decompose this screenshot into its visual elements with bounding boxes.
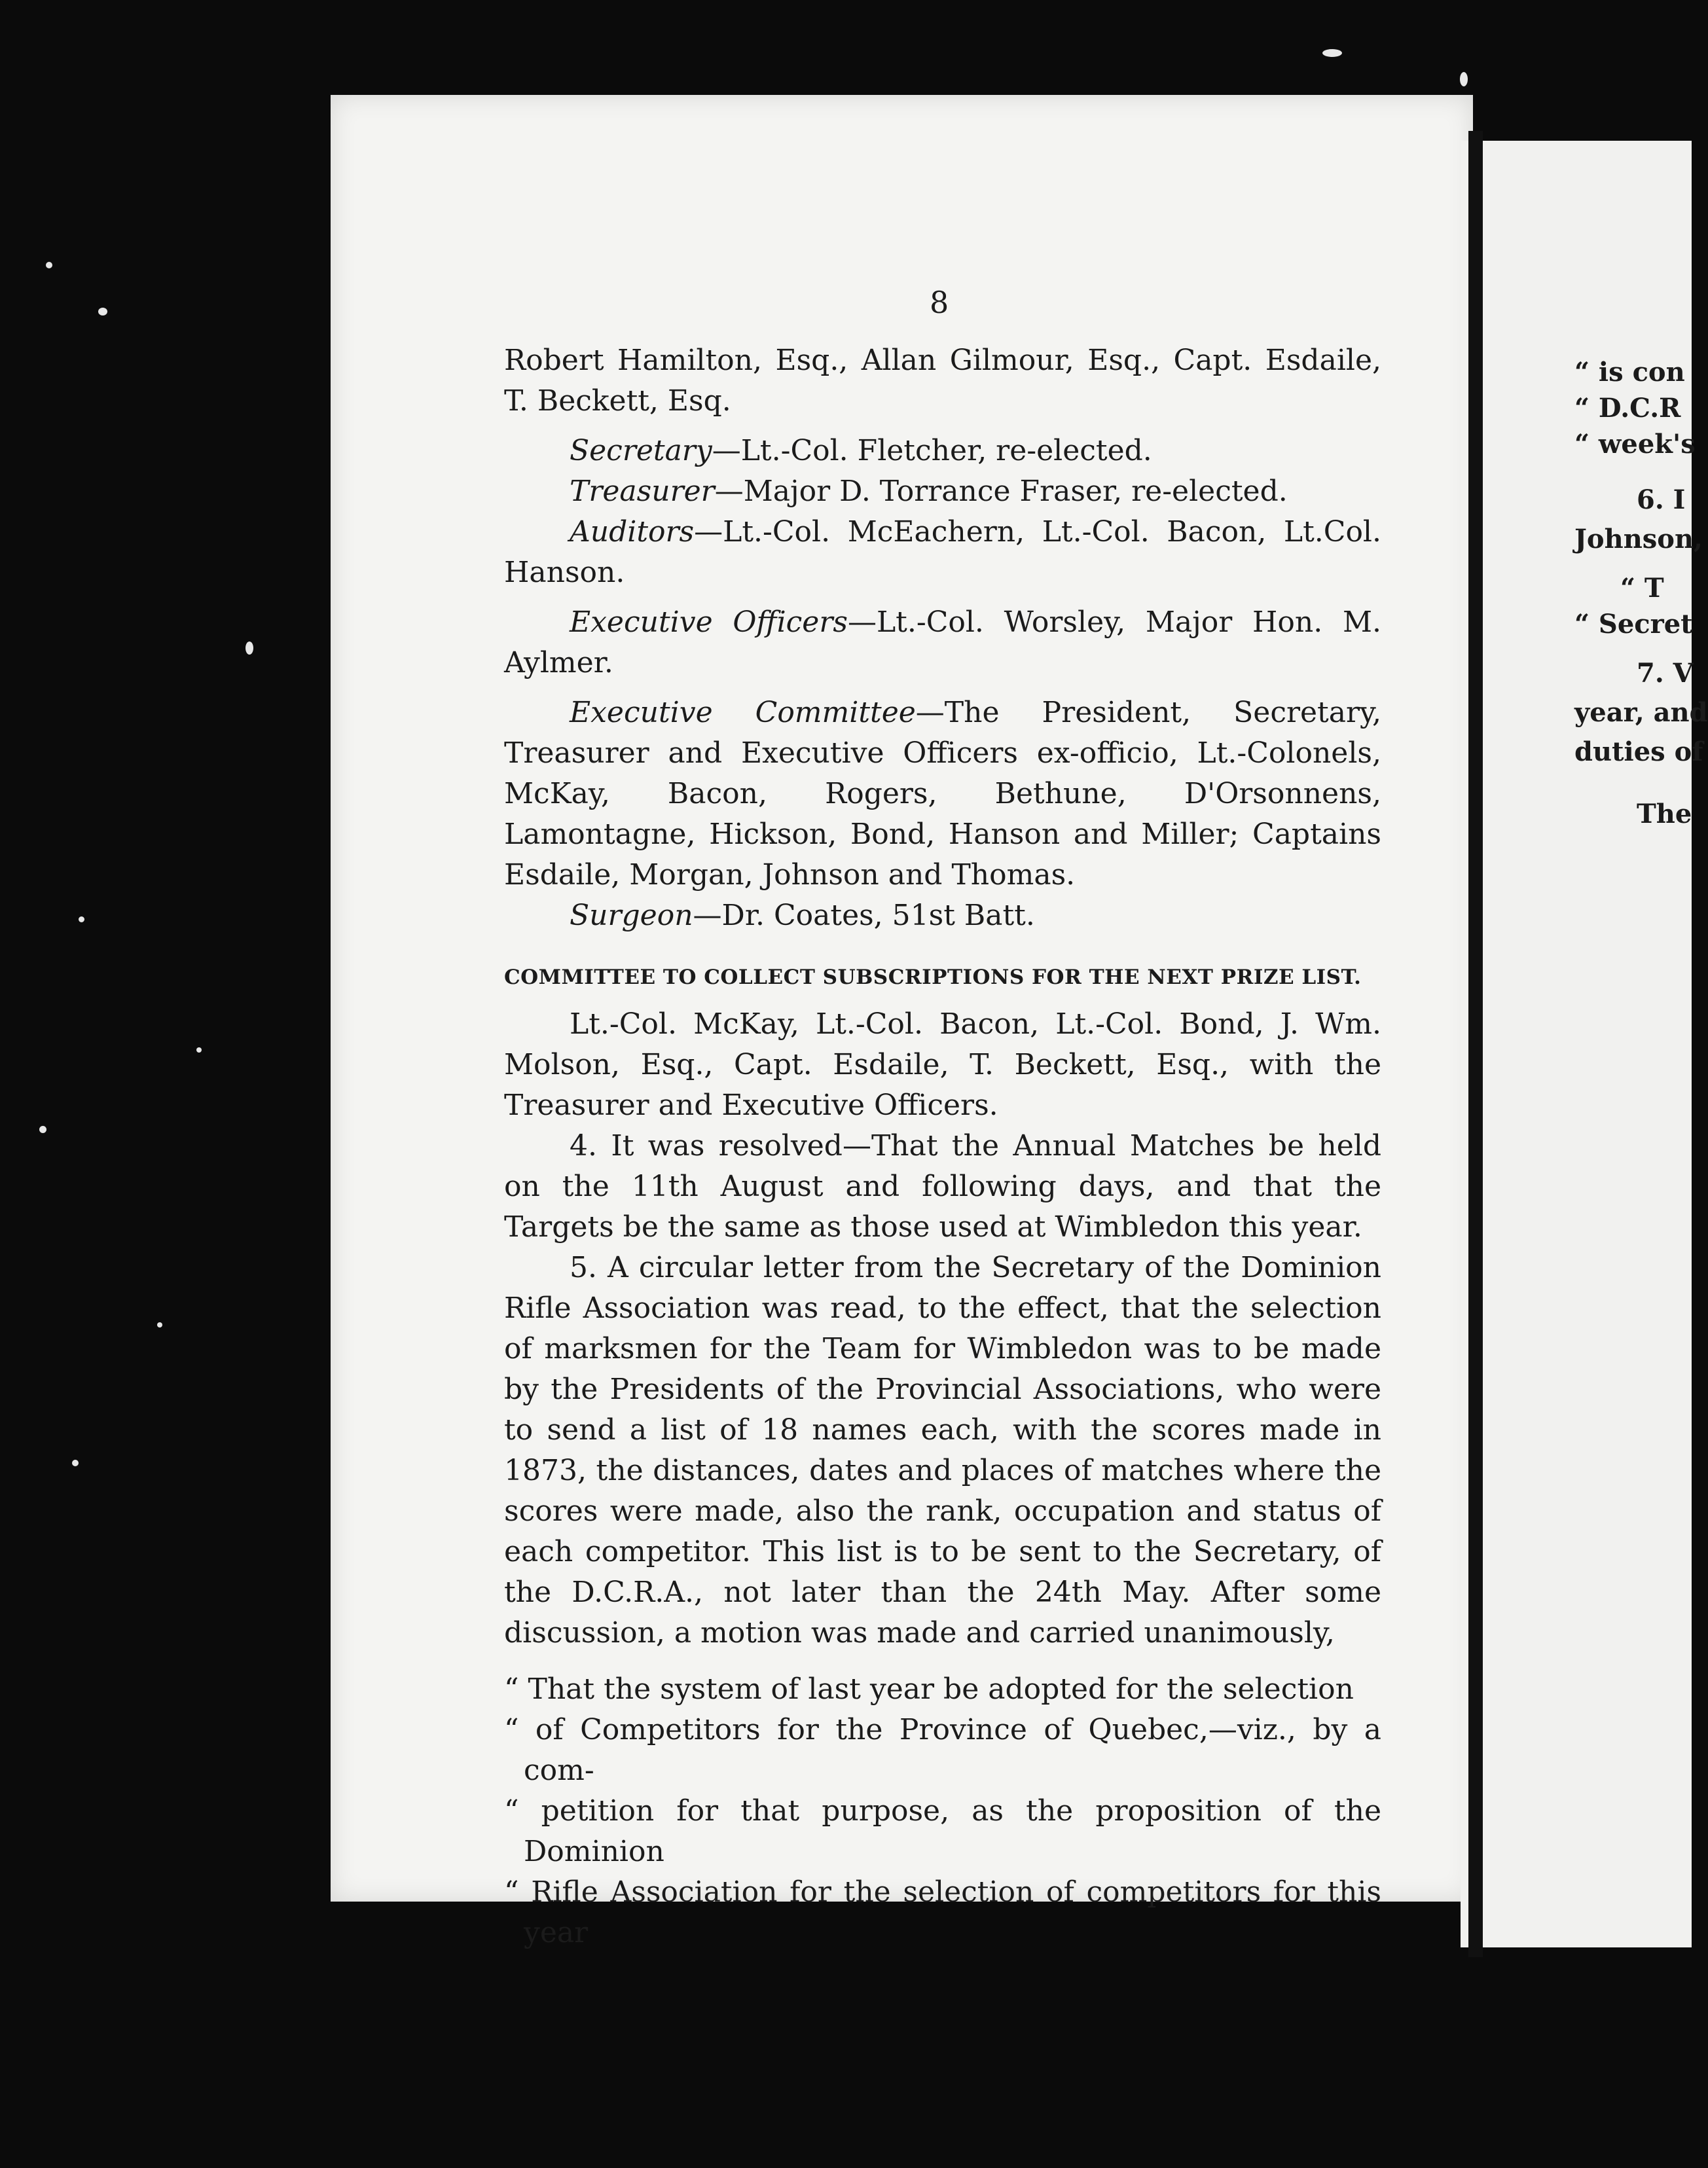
- quote-line: “ That the system of last year be adopted for the selection: [504, 1672, 1354, 1706]
- officer-surgeon: [504, 895, 1381, 936]
- officer-title: Surgeon: [570, 899, 693, 932]
- film-speck: [39, 1126, 46, 1133]
- film-speck: [46, 262, 52, 268]
- film-speck: [245, 641, 253, 655]
- right-page-fragment: 7. V: [1637, 658, 1694, 689]
- motion-quote: [504, 1669, 1381, 1953]
- right-page-fragment: duties of: [1574, 736, 1703, 767]
- film-speck: [1322, 49, 1342, 57]
- film-speck: [79, 916, 84, 922]
- officer-holder: Lt.-Col. Worsley, Major Hon. M. Aylmer.: [504, 605, 1381, 679]
- officer-holder: Lt.-Col. Fletcher, re-elected.: [740, 434, 1152, 467]
- right-page-fragment: The: [1637, 799, 1692, 829]
- officer-auditors: [504, 512, 1381, 593]
- officer-title: Secretary: [570, 434, 712, 467]
- officer-treasurer: [504, 471, 1381, 512]
- em-dash: —: [915, 696, 945, 729]
- committee-heading: COMMITTEE TO COLLECT SUBSCRIPTIONS FOR THE NEXT PRIZE LIST.: [504, 966, 1362, 989]
- page-gutter: [1468, 131, 1483, 1957]
- officer-title: Auditors: [570, 515, 695, 549]
- right-page-fragment: “ D.C.R: [1574, 393, 1681, 424]
- quote-line: “ petition for that purpose, as the proposition of the Dominion: [504, 1794, 1381, 1868]
- quote-line: “ Rifle Association for the selection of competitors for this year: [504, 1875, 1381, 1949]
- film-speck: [157, 1322, 162, 1328]
- right-page-fragment: “ week's: [1574, 429, 1696, 460]
- film-speck: [72, 1460, 79, 1466]
- em-dash: —: [693, 899, 722, 932]
- right-page-fragment: 6. I: [1637, 484, 1686, 515]
- em-dash: —: [712, 434, 741, 467]
- resolution-5: 5. A circular letter from the Secretary of the Dominion Rifle Association was read, to the effect, that the selection of marksmen for the Team for Wimbledon was to be made by the Presidents of the Provincial Associations, who were to send a list of 18 names each, with the scores made in 1873, the distances, dates and places of matches where the scores were made, also the rank, occupation and status of each competitor. This list is to be sent to the Secretary, of the D.C.R.A., not later than the 24th May. After some discussion, a motion was made and carried unanimously,: [504, 1251, 1381, 1650]
- quote-line: “ of Competitors for the Province of Quebec,—viz., by a com-: [504, 1713, 1381, 1787]
- officer-title: Treasurer: [570, 475, 715, 508]
- page-number: 8: [930, 285, 949, 320]
- film-speck: [98, 308, 107, 316]
- right-page-fragment: “ T: [1620, 573, 1664, 604]
- em-dash: —: [694, 515, 723, 549]
- film-speck: [196, 1047, 202, 1053]
- em-dash: —: [847, 605, 877, 639]
- right-page-fragment: “ Secret: [1574, 609, 1693, 640]
- officer-title: Executive Committee: [570, 696, 916, 729]
- resolution-4: 4. It was resolved—That the Annual Matches be held on the 11th August and following days, and that the Targets be the same as those used at Wimbledon this year.: [504, 1129, 1381, 1244]
- officer-holder: Lt.-Col. McEachern, Lt.-Col. Bacon, Lt.Col. Hanson.: [504, 515, 1381, 589]
- page-body: [504, 340, 1381, 1953]
- right-page-fragment: year, and: [1574, 697, 1708, 728]
- film-speck: [1460, 72, 1468, 86]
- officer-executive-committee: [504, 693, 1381, 895]
- officer-executive-officers: [504, 602, 1381, 683]
- right-page-fragment: “ is con: [1574, 357, 1685, 388]
- right-page-fragment: Johnson,: [1574, 524, 1703, 554]
- officer-holder: Major D. Torrance Fraser, re-elected.: [743, 475, 1288, 508]
- officer-holder: The President, Secretary, Treasurer and Executive Officers ex-officio, Lt.-Colonels, McKay, Bacon, Rogers, Bethune, D'Orsonnens, Lamontagne, Hickson, Bond, Hanson and Miller; Captains Esdaile, Morgan, Johnson and Thomas.: [504, 696, 1381, 892]
- officer-holder: Dr. Coates, 51st Batt.: [721, 899, 1035, 932]
- officer-secretary: [504, 431, 1381, 471]
- em-dash: —: [714, 475, 744, 508]
- officer-title: Executive Officers: [570, 605, 848, 639]
- members-continued: Robert Hamilton, Esq., Allan Gilmour, Esq., Capt. Esdaile, T. Beckett, Esq.: [504, 344, 1381, 418]
- committee-members: Lt.-Col. McKay, Lt.-Col. Bacon, Lt.-Col. Bond, J. Wm. Molson, Esq., Capt. Esdaile, T. Beckett, Esq., with the Treasurer and Executive Officers.: [504, 1007, 1381, 1122]
